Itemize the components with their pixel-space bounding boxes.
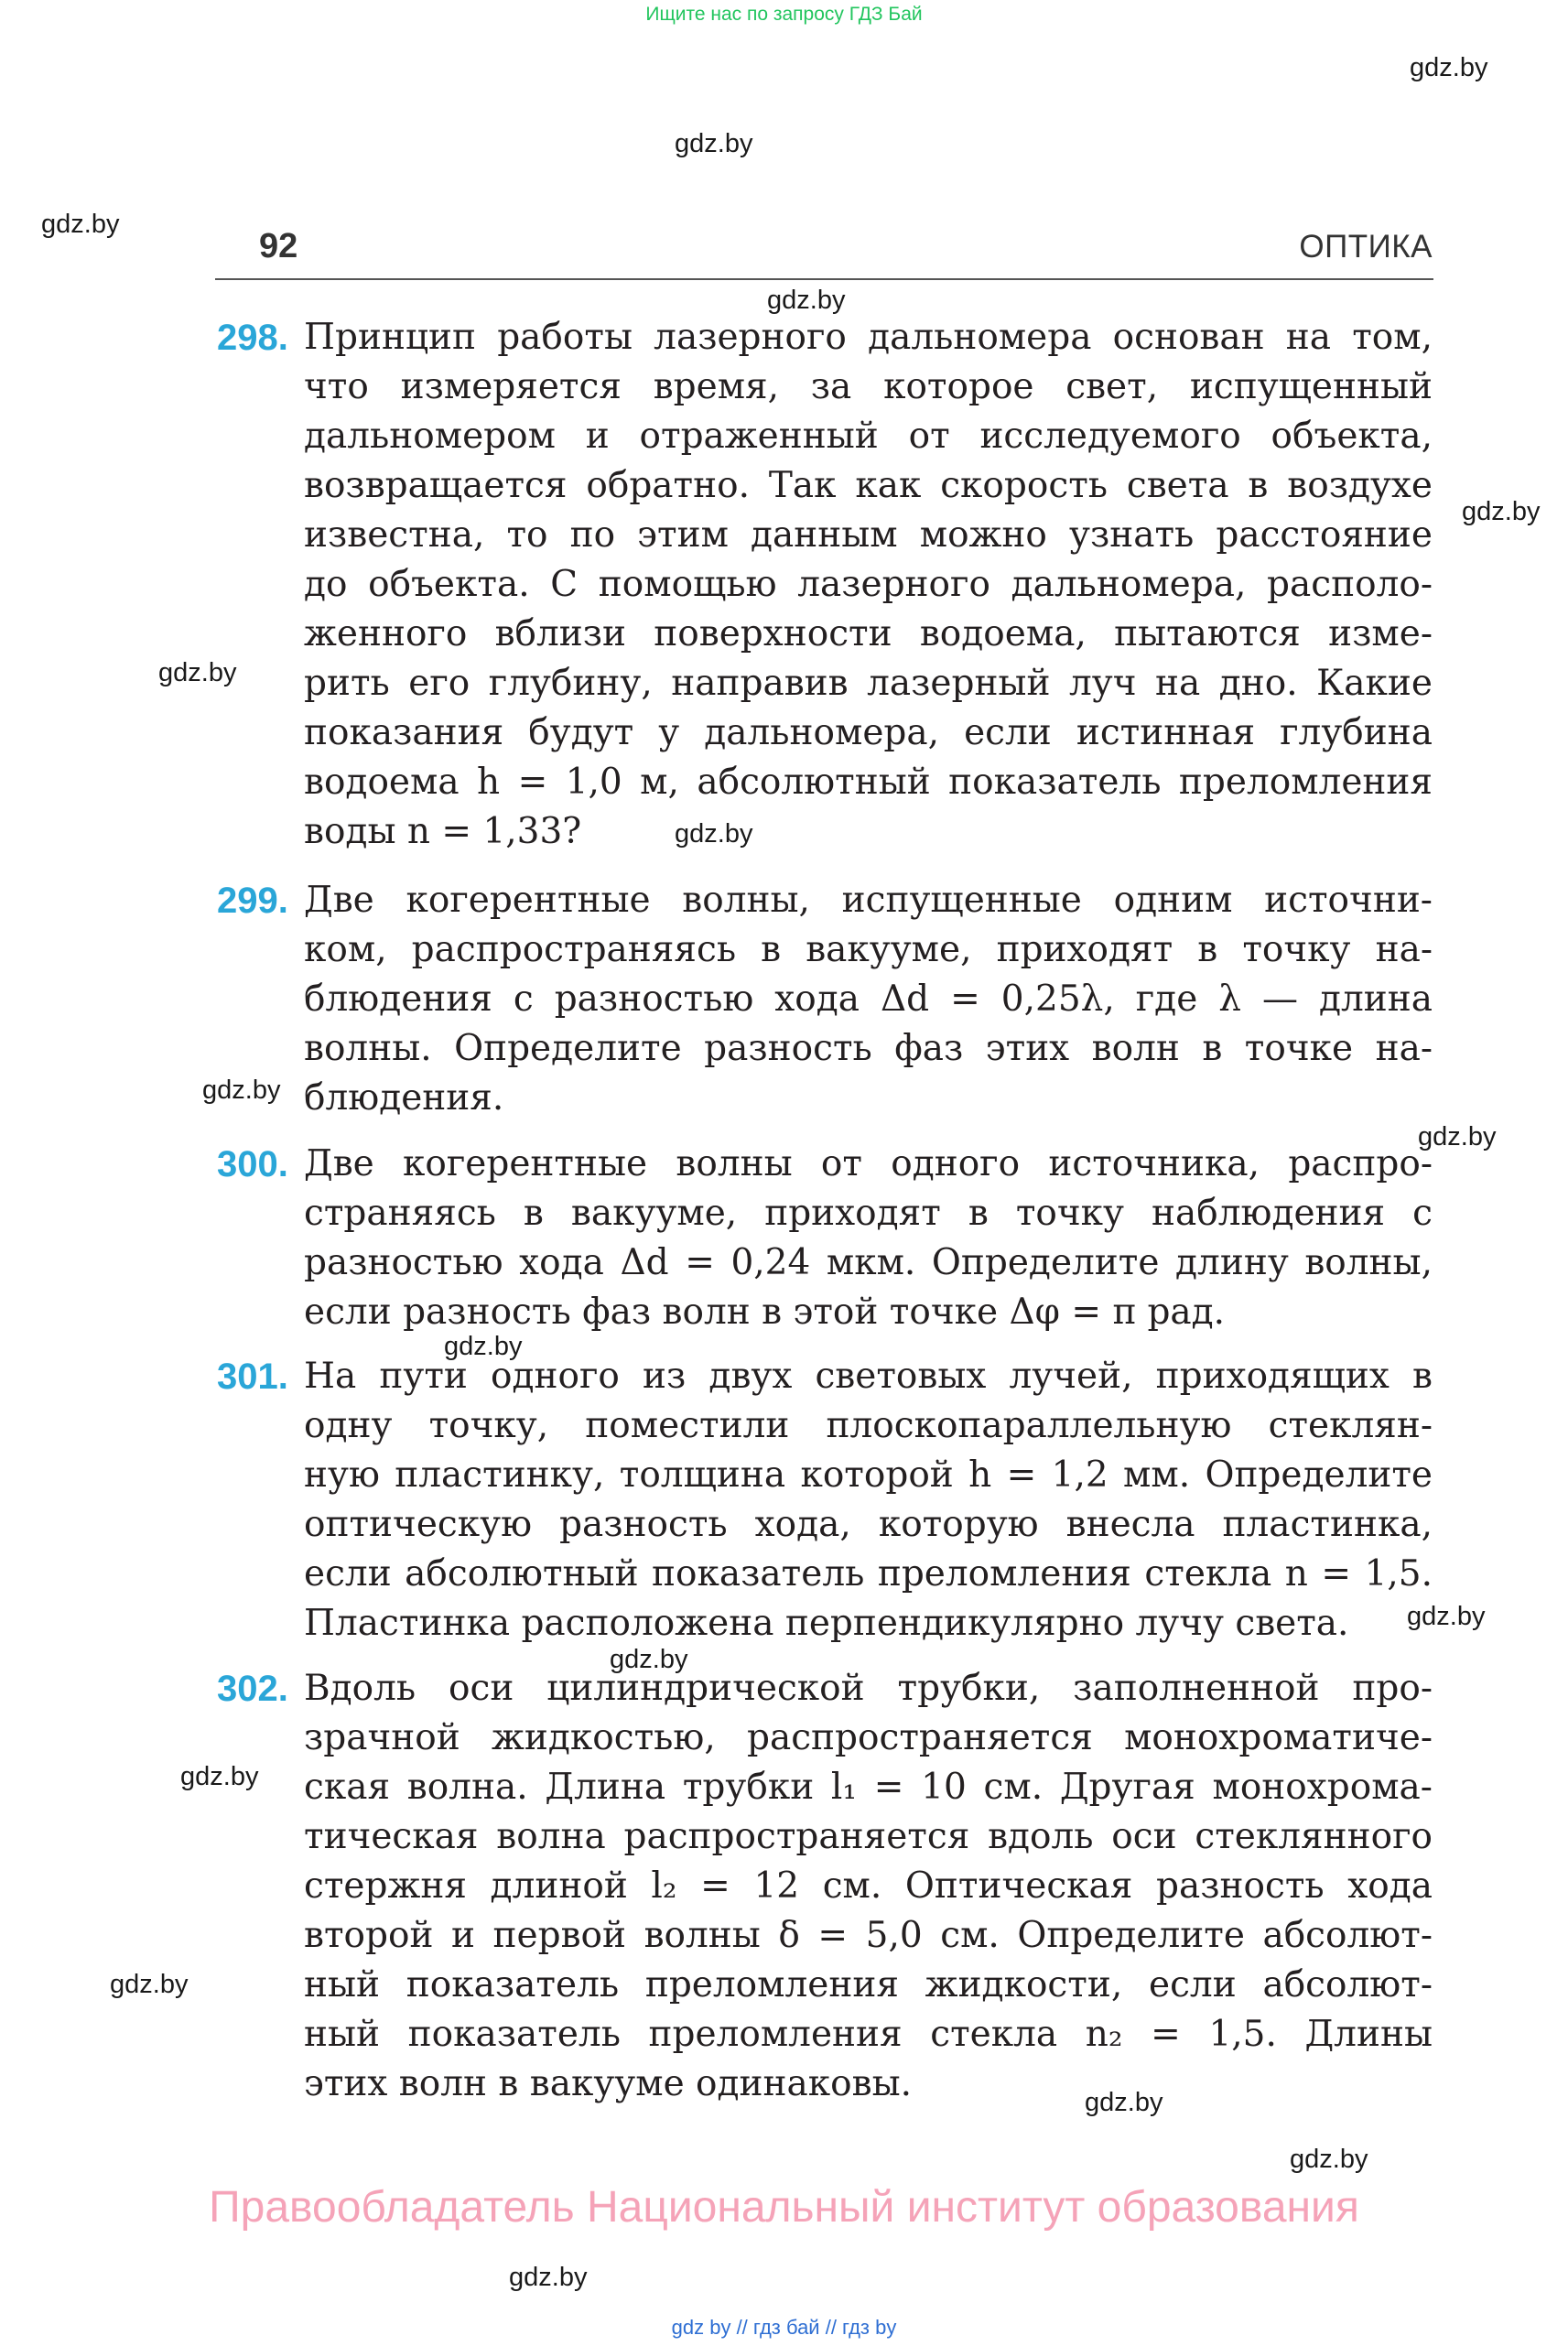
problem-text-line: На пути одного из двух световых лучей, приходящих в <box>304 1356 1433 1397</box>
problem-text-line: что измеряется время, за которое свет, испущенный <box>304 366 1433 407</box>
watermark: gdz.by <box>180 1762 259 1791</box>
problem-text-line: если абсолютный показатель преломления стекла n = 1,5. <box>304 1553 1433 1595</box>
problem-text-line: Вдоль оси цилиндрической трубки, заполненной про- <box>304 1668 1433 1709</box>
problem-text-line: дальномером и отраженный от исследуемого объекта, <box>304 416 1433 457</box>
problem-text-line: стержня длиной l₂ = 12 см. Оптическая разность хода <box>304 1865 1433 1907</box>
problem-text-line: разностью хода Δd = 0,24 мкм. Определите длину волны, <box>304 1242 1433 1283</box>
watermark: gdz.by <box>1407 1602 1486 1631</box>
problem-text-line: волны. Определите разность фаз этих волн в точке на- <box>304 1028 1433 1069</box>
problem-text-line: тическая волна распространяется вдоль оси стеклянного <box>304 1816 1433 1857</box>
problem-text-line: ская волна. Длина трубки l₁ = 10 см. Другая монохрома- <box>304 1767 1433 1808</box>
watermark: gdz.by <box>158 658 237 687</box>
problem-text-line: женного вблизи поверхности водоема, пытаются изме- <box>304 613 1433 654</box>
problem-text-line: Принцип работы лазерного дальномера основан на том, <box>304 317 1433 358</box>
problem-number: 298. <box>217 318 288 358</box>
watermark: gdz.by <box>110 1970 189 1999</box>
problem-text-line: Две когерентные волны от одного источника, распро- <box>304 1143 1433 1184</box>
watermark: gdz.by <box>1290 2145 1368 2174</box>
watermark: gdz.by <box>610 1645 688 1674</box>
problem-text-line: показания будут у дальномера, если истинная глубина <box>304 712 1433 753</box>
problem-number: 301. <box>217 1357 288 1397</box>
problem-text-line: водоема h = 1,0 м, абсолютный показатель преломления <box>304 762 1433 803</box>
problem-text-line: Пластинка расположена перпендикулярно лучу света. <box>304 1603 1349 1644</box>
top-banner: Ищите нас по запросу ГДЗ Бай <box>645 4 923 25</box>
problem-text-line: одну точку, поместили плоскопараллельную стеклян- <box>304 1405 1433 1446</box>
problem-text-line: второй и первой волны δ = 5,0 см. Определите абсолют- <box>304 1915 1433 1956</box>
watermark: gdz.by <box>41 210 120 239</box>
watermark: gdz.by <box>509 2263 588 2292</box>
problem-text-line: ный показатель преломления стекла n₂ = 1,5. Длины <box>304 2014 1433 2055</box>
rights-holder-notice: Правообладатель Национальный институт образования <box>209 2183 1359 2232</box>
problem-text-line: этих волн в вакууме одинаковы. <box>304 2063 913 2104</box>
header-divider <box>215 278 1433 280</box>
problem-text-line: страняясь в вакууме, приходят в точку наблюдения с <box>304 1193 1433 1234</box>
problem-text-line: Две когерентные волны, испущенные одним источни- <box>304 880 1433 921</box>
problem-text-line: до объекта. С помощью лазерного дальномера, располо- <box>304 564 1433 605</box>
problem-text-line: ком, распространяясь в вакууме, приходят в точку на- <box>304 929 1433 970</box>
problem-text-line: блюдения с разностью хода Δd = 0,25λ, где λ — длина <box>304 978 1433 1020</box>
page-number: 92 <box>259 227 298 265</box>
problem-number: 300. <box>217 1144 288 1184</box>
watermark: gdz.by <box>1410 53 1488 82</box>
section-title: ОПТИКА <box>1299 229 1433 265</box>
watermark: gdz.by <box>675 819 753 849</box>
footer-links[interactable]: gdz by // гдз бай // гдз by <box>671 2316 897 2339</box>
problem-text-line: возвращается обратно. Так как скорость света в воздухе <box>304 465 1433 506</box>
problem-text-line: известна, то по этим данным можно узнать расстояние <box>304 514 1433 556</box>
problem-text-line: воды n = 1,33? <box>304 811 582 852</box>
watermark: gdz.by <box>1085 2088 1163 2117</box>
problem-text-line: зрачной жидкостью, распространяется монохроматиче- <box>304 1717 1433 1758</box>
watermark: gdz.by <box>767 286 846 315</box>
watermark: gdz.by <box>444 1332 523 1361</box>
problem-text-line: если разность фаз волн в этой точке Δφ = π рад. <box>304 1292 1226 1333</box>
watermark: gdz.by <box>675 129 753 158</box>
problem-text-line: блюдения. <box>304 1077 504 1119</box>
problem-text-line: рить его глубину, направив лазерный луч на дно. Какие <box>304 663 1433 704</box>
problem-number: 302. <box>217 1669 288 1709</box>
watermark: gdz.by <box>202 1076 281 1105</box>
problem-number: 299. <box>217 881 288 921</box>
problem-text-line: ную пластинку, толщина которой h = 1,2 мм. Определите <box>304 1454 1433 1496</box>
problem-text-line: оптическую разность хода, которую внесла пластинка, <box>304 1504 1433 1545</box>
problem-text-line: ный показатель преломления жидкости, если абсолют- <box>304 1964 1433 2005</box>
watermark: gdz.by <box>1462 497 1541 526</box>
watermark: gdz.by <box>1418 1122 1497 1151</box>
